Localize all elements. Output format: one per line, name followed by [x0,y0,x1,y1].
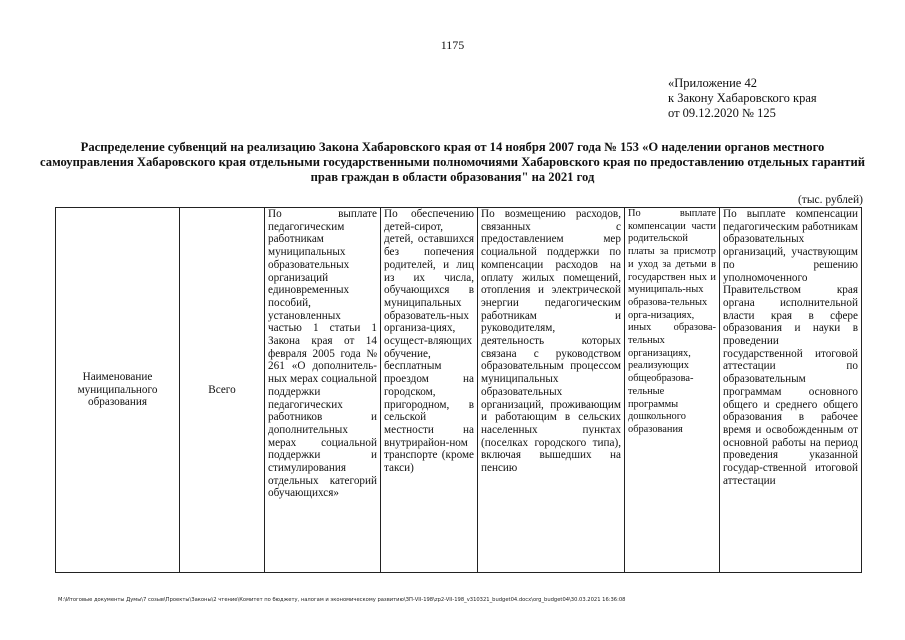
header-total: Всего [180,208,265,573]
appendix-reference [668,76,868,121]
appendix-line-2: к Закону Хабаровского края [668,91,817,105]
appendix-line-3: от 09.12.2020 № 125 [668,106,776,120]
file-path-footer: M:\Итоговые документы Думы\7 созыв\Проекты\Законы\2 чтение\Комитет по бюджету, налогам и экономическому развитию\ЗП-VII-198\zp2-VII-198_v310321_budget04.docx\org_budget04\30.03.2021 16:36:08 [58,597,626,603]
table-header-row [56,208,862,573]
header-municipality: Наименование муниципального образования [56,208,180,573]
header-one-time-allowance: По выплате педагогическим работникам муниципальных образовательных организаций единовременных пособий, установленных частью 1 статьи 1 Закона края от 14 февраля 2005 года № 261 «О дополнитель-ных мерах социальной поддержки педагогических работников и дополнительных мерах социальной поддержки и стимулирования отдельных категорий обучающихся» [265,208,381,573]
header-parental-fee-compensation: По выплате компенсации части родительской платы за присмотр и уход за детьми в государствен ных и муниципаль-ных образова-тельных орга-низациях, иных образова-тельных организациях, реализующих общеобразова-тельные программы дошкольного образования [625,208,720,573]
units-label: (тыс. рублей) [797,194,863,206]
appendix-line-1: «Приложение 42 [668,76,757,90]
document-title: Распределение субвенций на реализацию Закона Хабаровского края от 14 ноября 2007 года № 153 «О наделении органов местного самоуправления Хабаровского края отдельными государственными полномочиями Хабаровского края по предоставлению отдельных гарантий прав граждан в области образования" на 2021 год [40,140,865,184]
header-attestation-compensation: По выплате компенсации педагогическим работникам образовательных организаций, участвующим по решению уполномоченного Правительством края органа исполнительной власти края в сфере образования и науки в проведении государственной итоговой аттестации по образовательным программам основного общего и среднего общего образования в рабочее время и освобожденным от основной работы на период проведения указанной государ-ственной итоговой аттестации [720,208,862,573]
header-housing-compensation: По возмещению расходов, связанных с предоставлением мер социальной поддержки по компенсации расходов на оплату жилых помещений, отопления и электрической энергии педагогическим работникам и руководителям, деятельность которых связана с руководством образовательным процессом муниципальных образовательных организаций, проживающим и работающим в сельских населенных пунктах (поселках городского типа), включая вышедших на пенсию [478,208,625,573]
page-number: 1175 [440,38,465,52]
subvention-table [55,207,862,573]
header-orphan-transport: По обеспечению детей-сирот, детей, оставшихся без попечения родителей, и лиц из их числа, обучающихся в муниципальных образователь-ных организа-циях, осущест-вляющих обучение, бесплатным проездом на городском, пригородном, в сельской местности на внутрирайон-ном транспорте (кроме такси) [381,208,478,573]
